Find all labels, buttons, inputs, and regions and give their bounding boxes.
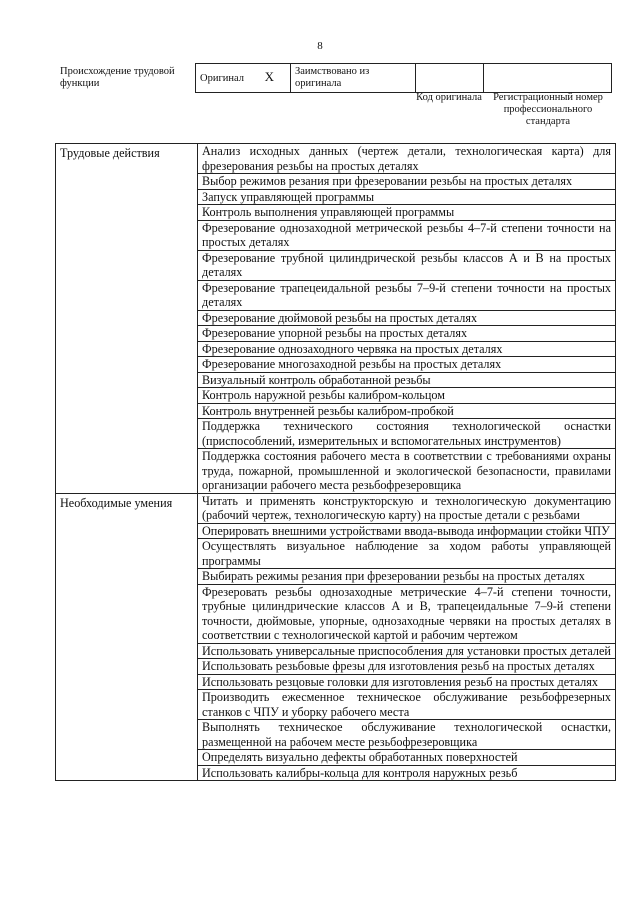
table-cell: Производить ежесменное техническое обслуживание резьбофрезерных станков с ЧПУ и уборку рабочего места <box>198 690 616 720</box>
table-cell: Фрезерование упорной резьбы на простых деталях <box>198 326 616 342</box>
table-cell: Использовать резьбовые фрезы для изготовления резьб на простых деталях <box>198 659 616 675</box>
table-cell: Осуществлять визуальное наблюдение за ходом работы управляющей программы <box>198 539 616 569</box>
original-label: Оригинал <box>200 73 244 84</box>
reg-number-cell <box>484 64 612 93</box>
origin-table <box>195 63 612 93</box>
code-cell <box>416 64 484 93</box>
table-cell: Анализ исходных данных (чертеж детали, технологическая карта) для фрезерования резьбы на простых деталях <box>198 144 616 174</box>
table-cell: Поддержка технического состояния технологической оснастки (приспособлений, измерительных и вспомогательных инструментов) <box>198 419 616 449</box>
code-caption: Код оригинала <box>416 92 482 103</box>
borrowed-label: Заимствовано из оригинала <box>295 66 370 89</box>
table-cell: Использовать калибры-кольца для контроля наружных резьб <box>198 765 616 781</box>
table-cell: Контроль наружной резьбы калибром-кольцом <box>198 388 616 404</box>
table-cell: Использовать резцовые головки для изготовления резьб на простых деталях <box>198 674 616 690</box>
reg-number-caption: Регистрационный номер профессионального стандарта <box>493 92 603 127</box>
original-mark: X <box>264 69 275 84</box>
table-cell: Оперировать внешними устройствами ввода-вывода информации стойки ЧПУ <box>198 523 616 539</box>
table-cell: Выбирать режимы резания при фрезеровании резьбы на простых деталях <box>198 569 616 585</box>
table-cell: Фрезерование трубной цилиндрической резьбы классов А и В на простых деталях <box>198 250 616 280</box>
table-cell: Определять визуально дефекты обработанных поверхностей <box>198 750 616 766</box>
table-cell: Фрезерование однозаходной метрической резьбы 4–7-й степени точности на простых деталях <box>198 220 616 250</box>
table-cell: Читать и применять конструкторскую и технологическую документацию (рабочий чертеж, технологическую карту) на простые детали с резьбами <box>198 493 616 523</box>
table-cell: Фрезерование дюймовой резьбы на простых деталях <box>198 310 616 326</box>
function-table <box>55 143 616 781</box>
origin-label: Происхождение трудовой функции <box>60 66 175 89</box>
original-cell <box>196 64 291 93</box>
section-title: Трудовые действия <box>56 144 198 494</box>
table-cell: Выполнять техническое обслуживание технологической оснастки, размещенной на рабочем месте резьбофрезеровщика <box>198 720 616 750</box>
table-cell: Запуск управляющей программы <box>198 189 616 205</box>
table-cell: Фрезерование трапецеидальной резьбы 7–9-й степени точности на простых деталях <box>198 280 616 310</box>
table-cell: Контроль внутренней резьбы калибром-пробкой <box>198 403 616 419</box>
table-cell: Использовать универсальные приспособления для установки простых деталей <box>198 643 616 659</box>
table-row <box>56 493 616 523</box>
borrowed-cell <box>291 64 416 93</box>
table-cell: Фрезерование однозаходного червяка на простых деталях <box>198 341 616 357</box>
table-cell: Контроль выполнения управляющей программы <box>198 205 616 221</box>
section-title: Необходимые умения <box>56 493 198 781</box>
table-cell: Выбор режимов резания при фрезеровании резьбы на простых деталях <box>198 174 616 190</box>
table-cell: Поддержка состояния рабочего места в соответствии с требованиями охраны труда, пожарной, промышленной и экологической безопасности, правилами организации рабочего места резьбофрезеровщика <box>198 449 616 494</box>
table-cell: Фрезеровать резьбы однозаходные метрические 4–7-й степени точности, трубные цилиндрические классов А и В, трапецеидальные 7–9-й степени точности, дюймовые, упорные, однозаходные червяки на простых деталях в соответствии с технологической картой и рабочим чертежом <box>198 584 616 643</box>
page-number: 8 <box>317 40 323 52</box>
table-cell: Фрезерование многозаходной резьбы на простых деталях <box>198 357 616 373</box>
table-cell: Визуальный контроль обработанной резьбы <box>198 372 616 388</box>
table-row <box>56 144 616 174</box>
